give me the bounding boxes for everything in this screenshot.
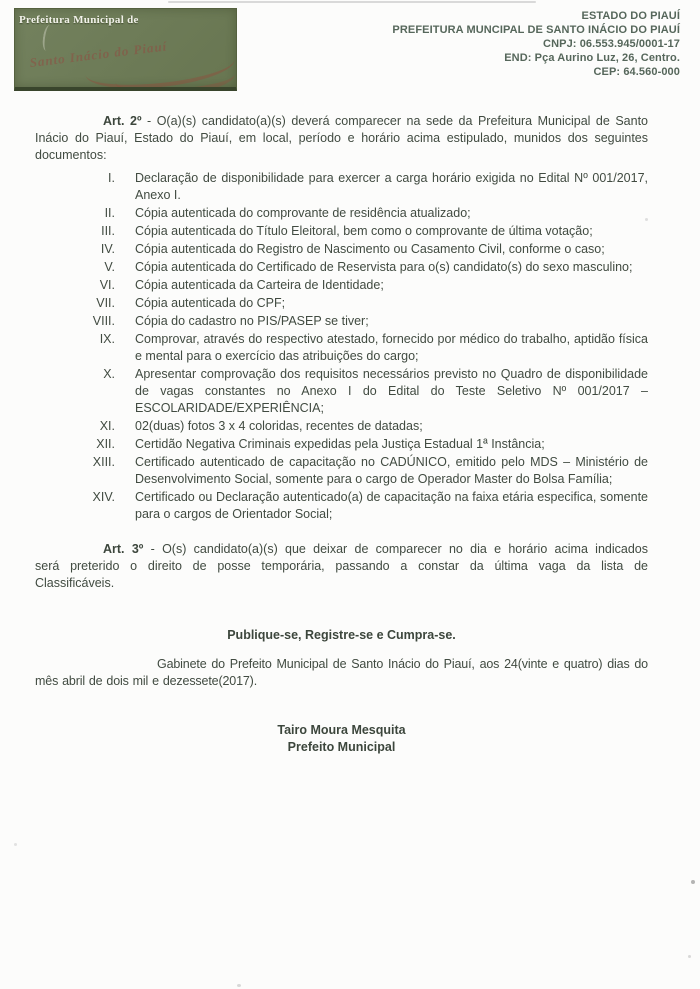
list-item-text: Apresentar comprovação dos requisitos necessários previsto no Quadro de disponibilidade de vagas constantes no Anexo I do Edital do Teste Seletivo Nº 001/2017 – ESCOLARIDADE/EXPERIÊNCIA; (135, 367, 648, 415)
list-item-numeral: VIII. (92, 314, 115, 328)
list-item (35, 366, 648, 417)
list-item-text: 02(duas) fotos 3 x 4 coloridas, recentes de datadas; (135, 419, 423, 433)
list-item-numeral: X. (103, 367, 115, 381)
letterhead (0, 0, 700, 92)
article-3-label: Art. 3º (103, 542, 144, 556)
list-item-text: Cópia autenticada da Carteira de Identidade; (135, 278, 384, 292)
scan-artifact-line (168, 1, 536, 3)
list-item (35, 259, 648, 276)
letterhead-state-line: ESTADO DO PIAUÍ (581, 10, 680, 22)
list-item-numeral: I. (108, 171, 115, 185)
list-item (35, 489, 648, 523)
list-item (35, 205, 648, 222)
signatory-name: Tairo Moura Mesquita (277, 723, 406, 737)
list-item (35, 170, 648, 204)
article-2-text: - O(a)(s) candidato(a)(s) deverá comparecer na sede da Prefeitura Municipal de Santo Inácio do Piauí, Estado do Piauí, em local, período e horário acima estipulado, munidos dos seguintes documentos: (35, 114, 648, 162)
list-item-numeral: IX. (99, 332, 115, 346)
list-item-text: Certidão Negativa Criminais expedidas pela Justiça Estadual 1ª Instância; (135, 437, 545, 451)
list-item-numeral: VI. (99, 278, 115, 292)
list-item (35, 295, 648, 312)
scan-speck (645, 218, 648, 221)
publish-line: Publique-se, Registre-se e Cumpra-se. (227, 628, 456, 642)
required-documents-list (35, 170, 648, 523)
letterhead-cnpj-line: CNPJ: 06.553.945/0001-17 (543, 38, 680, 50)
scan-speck (237, 984, 241, 987)
list-item-text: Cópia autenticada do CPF; (135, 296, 286, 310)
list-item-text: Cópia autenticada do Registro de Nascimento ou Casamento Civil, conforme o caso; (135, 242, 605, 256)
signature-block (35, 722, 648, 756)
list-item-numeral: XIII. (92, 455, 115, 469)
logo-label: Prefeitura Municipal de (19, 14, 139, 26)
signatory-title: Prefeito Municipal (287, 740, 396, 754)
scan-speck (688, 955, 691, 958)
document-body (0, 92, 700, 756)
list-item-numeral: VII. (96, 296, 115, 310)
scan-speck (14, 843, 17, 846)
logo-watermark-text: Santo Inácio do Piauí (28, 38, 168, 71)
list-item-numeral: XIV. (92, 490, 115, 504)
list-item (35, 454, 648, 488)
letterhead-address-line: END: Pça Aurino Luz, 26, Centro. (504, 52, 680, 64)
list-item-numeral: III. (101, 224, 115, 238)
letterhead-prefecture-line: PREFEITURA MUNCIPAL DE SANTO INÁCIO DO PIAUÍ (392, 24, 680, 36)
list-item (35, 223, 648, 240)
letterhead-info (392, 8, 680, 92)
scan-speck (691, 880, 695, 884)
list-item-text: Cópia autenticada do Título Eleitoral, bem como o comprovante de última votação; (135, 224, 593, 238)
municipal-logo (14, 8, 237, 91)
list-item (35, 241, 648, 258)
list-item (35, 313, 648, 330)
list-item-text: Comprovar, através do respectivo atestado, fornecido por médico do trabalho, aptidão física e mental para o exercício das atribuições do cargo; (135, 332, 648, 363)
list-item-text: Cópia autenticada do comprovante de residência atualizado; (135, 206, 471, 220)
list-item-numeral: XI. (99, 419, 115, 433)
letterhead-cep-line: CEP: 64.560-000 (593, 66, 680, 78)
list-item (35, 331, 648, 365)
article-3-text: - O(s) candidato(a)(s) que deixar de comparecer no dia e horário acima indicados será preterido o direito de posse temporária, passando a constar da última vaga da lista de Classificáveis. (35, 542, 648, 590)
article-2-paragraph (35, 113, 648, 164)
list-item-text: Certificado autenticado de capacitação no CADÚNICO, emitido pelo MDS – Ministério de Desenvolvimento Social, somente para o cargo de Operador Master do Bolsa Família; (135, 455, 648, 486)
list-item (35, 277, 648, 294)
list-item (35, 418, 648, 435)
article-3-paragraph (35, 541, 648, 592)
list-item-numeral: IV. (100, 242, 115, 256)
list-item-text: Declaração de disponibilidade para exercer a carga horário exigida no Edital Nº 001/2017, Anexo I. (135, 171, 648, 202)
article-2-label: Art. 2º (103, 114, 142, 128)
list-item-text: Cópia do cadastro no PIS/PASEP se tiver; (135, 314, 369, 328)
list-item-numeral: II. (104, 206, 115, 220)
list-item-text: Cópia autenticada do Certificado de Reservista para o(s) candidato(s) do sexo masculino; (135, 260, 633, 274)
gabinete-paragraph: Gabinete do Prefeito Municipal de Santo Inácio do Piauí, aos 24(vinte e quatro) dias do mês abril de dois mil e dezessete(2017). (35, 657, 648, 688)
list-item-numeral: V. (104, 260, 115, 274)
list-item-text: Certificado ou Declaração autenticado(a) de capacitação na faixa etária especifica, somente para o cargos de Orientador Social; (135, 490, 648, 521)
list-item (35, 436, 648, 453)
logo-flourish-mark (41, 24, 55, 51)
list-item-numeral: XII. (96, 437, 115, 451)
